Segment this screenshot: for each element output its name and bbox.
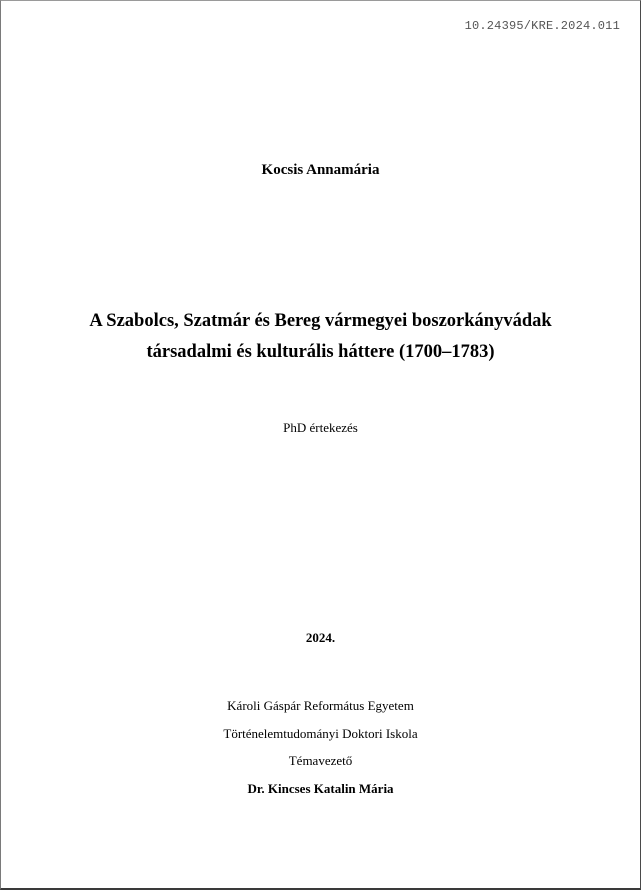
thesis-title-line-1: A Szabolcs, Szatmár és Bereg vármegyei boszorkányvádak xyxy=(89,311,552,331)
thesis-title-line-2: társadalmi és kulturális háttere (1700–1783) xyxy=(146,342,495,362)
supervisor-name: Dr. Kincses Katalin Mária xyxy=(247,781,394,796)
university-name: Károli Gáspár Református Egyetem xyxy=(227,698,414,713)
doi-identifier: 10.24395/KRE.2024.011 xyxy=(464,19,620,33)
author-name: Kocsis Annamária xyxy=(261,162,380,178)
document-type: PhD értekezés xyxy=(283,420,358,435)
publication-year: 2024. xyxy=(305,630,336,645)
doctoral-school-name: Történelemtudományi Doktori Iskola xyxy=(223,726,418,741)
supervisor-label: Témavezető xyxy=(288,753,353,768)
